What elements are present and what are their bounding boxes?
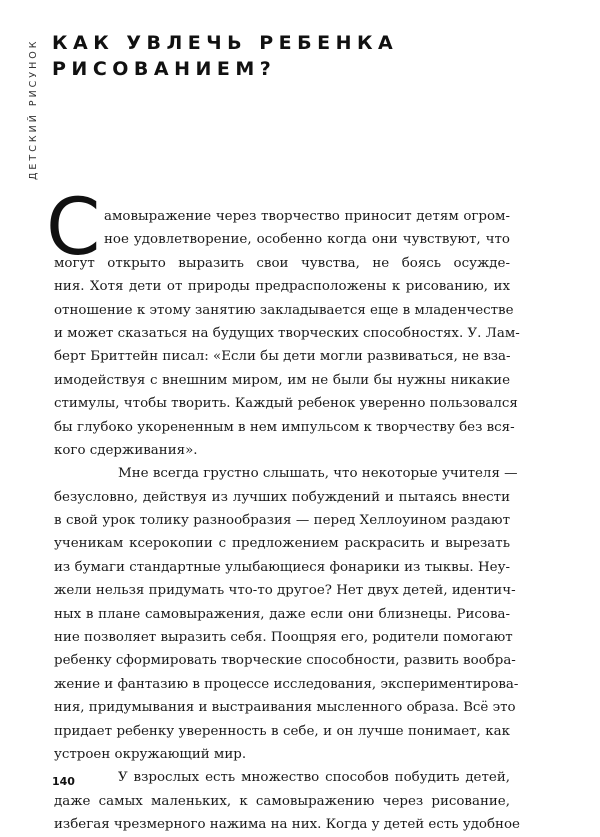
page-number: 140 bbox=[52, 775, 75, 788]
paragraph-3 bbox=[54, 766, 520, 836]
paragraph-2 bbox=[54, 462, 519, 766]
running-head: ДЕТСКИЙ РИСУНОК bbox=[28, 38, 39, 180]
chapter-title bbox=[52, 30, 398, 82]
text-line: в свой урок толику разнообразия — перед Хеллоуином раздают bbox=[54, 513, 510, 529]
text-line: ребенку сформировать творческие способности, развить вообра- bbox=[54, 653, 516, 669]
text-line: придает ребенку уверенность в себе, и он лучше понимает, как bbox=[54, 723, 510, 739]
paragraph-1 bbox=[46, 183, 520, 462]
text-line: У взрослых есть множество способов побудить детей, bbox=[118, 770, 510, 786]
text-line: из бумаги стандартные улыбающиеся фонарики из тыквы. Неу- bbox=[54, 559, 510, 575]
text-line: ученикам ксерокопии с предложением раскрасить и вырезать bbox=[54, 536, 510, 552]
text-line: амовыражение через творчество приносит детям огром- bbox=[104, 209, 510, 224]
text-line: безусловно, действуя из лучших побуждений и пытаясь внести bbox=[54, 489, 510, 505]
chapter-title-line-1: КАК УВЛЕЧЬ РЕБЕНКА bbox=[52, 32, 399, 54]
text-line: отношение к этому занятию закладывается еще в младенчестве bbox=[54, 302, 514, 318]
text-line: и может сказаться на будущих творческих способностях. У. Лам- bbox=[54, 325, 520, 341]
text-line: ния, придумывания и выстраивания мысленного образа. Всё это bbox=[54, 700, 516, 716]
body-text bbox=[46, 183, 520, 837]
text-line: берт Бриттейн писал: «Если бы дети могли развиваться, не вза- bbox=[54, 349, 511, 365]
drop-cap: С bbox=[46, 183, 101, 273]
text-line: стимулы, чтобы творить. Каждый ребенок уверенно пользовался bbox=[54, 396, 518, 412]
text-line: жение и фантазию в процессе исследования, экспериментирова- bbox=[54, 676, 519, 692]
text-line: кого сдерживания». bbox=[54, 442, 198, 458]
text-line: избегая чрезмерного нажима на них. Когда у детей есть удобное bbox=[54, 817, 520, 833]
text-line: могут открыто выразить свои чувства, не боясь осужде- bbox=[54, 255, 510, 271]
chapter-title-line-2: РИСОВАНИЕМ? bbox=[52, 58, 277, 80]
text-line: Мне всегда грустно слышать, что некоторые учителя — bbox=[118, 466, 518, 482]
text-line: ных в плане самовыражения, даже если они близнецы. Рисова- bbox=[54, 606, 510, 622]
text-line: даже самых маленьких, к самовыражению через рисование, bbox=[54, 793, 510, 809]
text-line: жели нельзя придумать что-то другое? Нет двух детей, идентич- bbox=[54, 583, 516, 599]
text-line: устроен окружающий мир. bbox=[54, 746, 247, 762]
text-line: имодействуя с внешним миром, им не были бы нужны никакие bbox=[54, 372, 510, 388]
text-line: ния. Хотя дети от природы предрасположены к рисованию, их bbox=[54, 279, 510, 295]
text-line: ное удовлетворение, особенно когда они чувствуют, что bbox=[104, 232, 510, 248]
text-line: бы глубоко укорененным в нем импульсом к творчеству без вся- bbox=[54, 419, 515, 435]
text-line: ние позволяет выразить себя. Поощряя его, родители помогают bbox=[54, 630, 513, 646]
